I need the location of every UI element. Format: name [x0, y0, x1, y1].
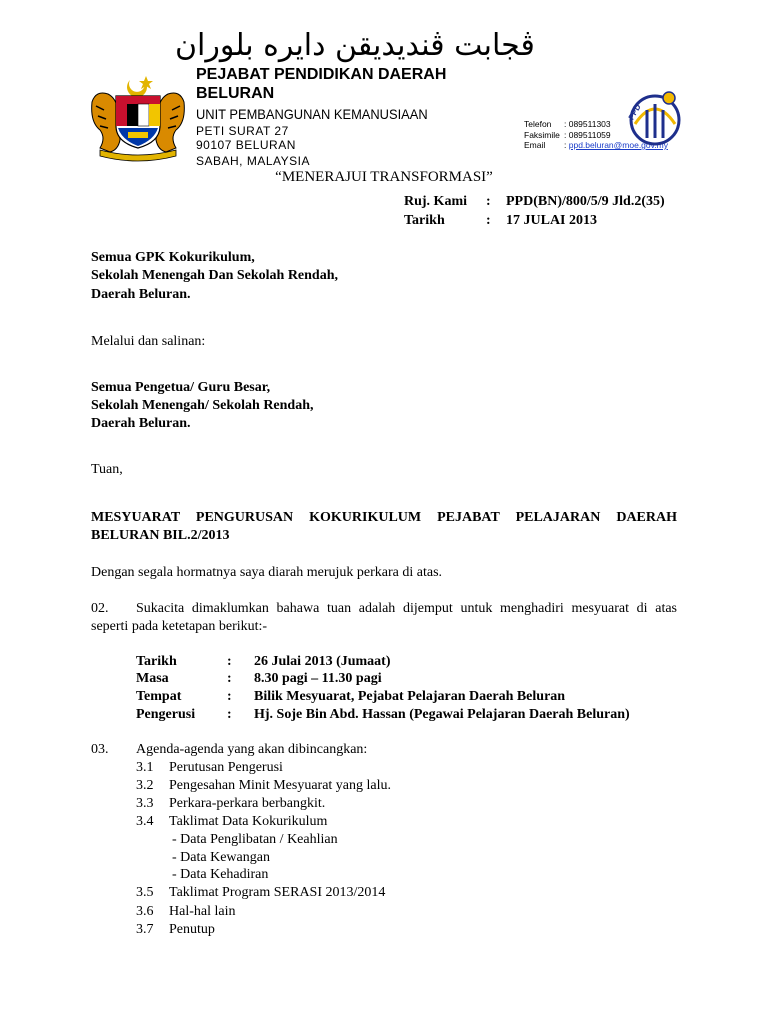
date-separator: : [486, 213, 491, 228]
office-name-line2: BELURAN [196, 85, 275, 102]
agenda-item: Pengesahan Minit Mesyuarat yang lalu. [169, 778, 392, 793]
via-label: Melalui dan salinan: [91, 334, 206, 349]
fax-number: : 089511059 [564, 129, 611, 140]
para02-number: 02. [91, 601, 109, 616]
phone-number: : 089511303 [564, 119, 611, 129]
agenda-item: Perutusan Pengerusi [169, 760, 283, 775]
detail-label: Masa [136, 671, 169, 686]
detail-value: 8.30 pagi – 11.30 pagi [254, 671, 382, 686]
detail-value: Hj. Soje Bin Abd. Hassan (Pegawai Pelajaran Daerah Beluran) [254, 707, 630, 722]
address-line2: 90107 BELURAN [196, 138, 296, 152]
agenda-subitem: - Data Penglibatan / Keahlian [172, 832, 338, 847]
ppd-logo-text: PPD [626, 102, 643, 122]
ppd-logo-icon [625, 88, 685, 148]
recipient-line1: Semua GPK Kokurikulum, [91, 250, 255, 265]
unit-name: UNIT PEMBANGUNAN KEMANUSIAAN [196, 106, 428, 122]
agenda-number: 3.2 [136, 778, 154, 793]
email-link[interactable]: ppd.beluran@moe.gov.my [568, 140, 668, 150]
subject-line2: BELURAN BIL.2/2013 [91, 528, 230, 543]
agenda-number: 3.7 [136, 922, 154, 937]
motto: “MENERAJUI TRANSFORMASI” [275, 169, 493, 185]
agenda-subitem: - Data Kehadiran [172, 867, 269, 882]
agenda-number: 3.1 [136, 760, 154, 775]
para03-number: 03. [91, 742, 109, 757]
intro-paragraph: Dengan segala hormatnya saya diarah merujuk perkara di atas. [91, 565, 443, 580]
agenda-item: Perkara-perkara berbangkit. [169, 796, 326, 811]
malaysia-coat-of-arms-icon [86, 72, 190, 160]
detail-value: Bilik Mesyuarat, Pejabat Pelajaran Daerah Beluran [254, 689, 566, 704]
date-value: 17 JULAI 2013 [506, 213, 598, 228]
agenda-item: Taklimat Program SERASI 2013/2014 [169, 885, 386, 900]
address-line1: PETI SURAT 27 [196, 124, 289, 138]
agenda-number: 3.3 [136, 796, 154, 811]
agenda-item: Taklimat Data Kokurikulum [169, 814, 328, 829]
phone-label: Telefon [524, 119, 552, 129]
jawi-office-title: ڤجابت ڤنديديقن دايره بلوران [175, 28, 535, 63]
agenda-number: 3.5 [136, 885, 154, 900]
para03-intro: Agenda-agenda yang akan dibincangkan: [136, 742, 368, 757]
email-separator: : [564, 140, 567, 150]
via-recipient-line3: Daerah Beluran. [91, 416, 191, 431]
para02-line1: Sukacita dimaklumkan bahawa tuan adalah dijemput untuk menghadiri mesyuarat di atas [136, 601, 677, 616]
detail-value: 26 Julai 2013 (Jumaat) [254, 654, 391, 669]
agenda-item: Penutup [169, 922, 215, 937]
fax-label: Faksimile [524, 129, 560, 140]
salutation: Tuan, [91, 462, 123, 477]
recipient-line3: Daerah Beluran. [91, 287, 191, 302]
ref-label: Ruj. Kami [404, 194, 467, 209]
address-line3: SABAH, MALAYSIA [196, 154, 310, 168]
via-recipient-line2: Sekolah Menengah/ Sekolah Rendah, [91, 398, 314, 413]
detail-label: Tempat [136, 689, 182, 704]
email-label: Email [524, 140, 546, 150]
ref-separator: : [486, 194, 491, 209]
detail-label: Pengerusi [136, 707, 196, 722]
para02-line2: seperti pada ketetapan berikut:- [91, 619, 268, 634]
via-recipient-line1: Semua Pengetua/ Guru Besar, [91, 380, 271, 395]
agenda-number: 3.4 [136, 814, 154, 829]
ref-value: PPD(BN)/800/5/9 Jld.2(35) [506, 194, 665, 209]
agenda-item: Hal-hal lain [169, 904, 236, 919]
recipient-line2: Sekolah Menengah Dan Sekolah Rendah, [91, 268, 339, 283]
subject-line1: MESYUARAT PENGURUSAN KOKURIKULUM PEJABAT PELAJARAN DAERAH [91, 510, 677, 525]
detail-separator: : [227, 671, 232, 686]
agenda-subitem: - Data Kewangan [172, 850, 270, 865]
detail-separator: : [227, 707, 232, 722]
detail-separator: : [227, 689, 232, 704]
agenda-number: 3.6 [136, 904, 154, 919]
office-name-line1: PEJABAT PENDIDIKAN DAERAH [196, 66, 447, 83]
date-label: Tarikh [404, 213, 445, 228]
detail-separator: : [227, 654, 232, 669]
address-line3-clip [196, 152, 310, 168]
detail-label: Tarikh [136, 654, 177, 669]
